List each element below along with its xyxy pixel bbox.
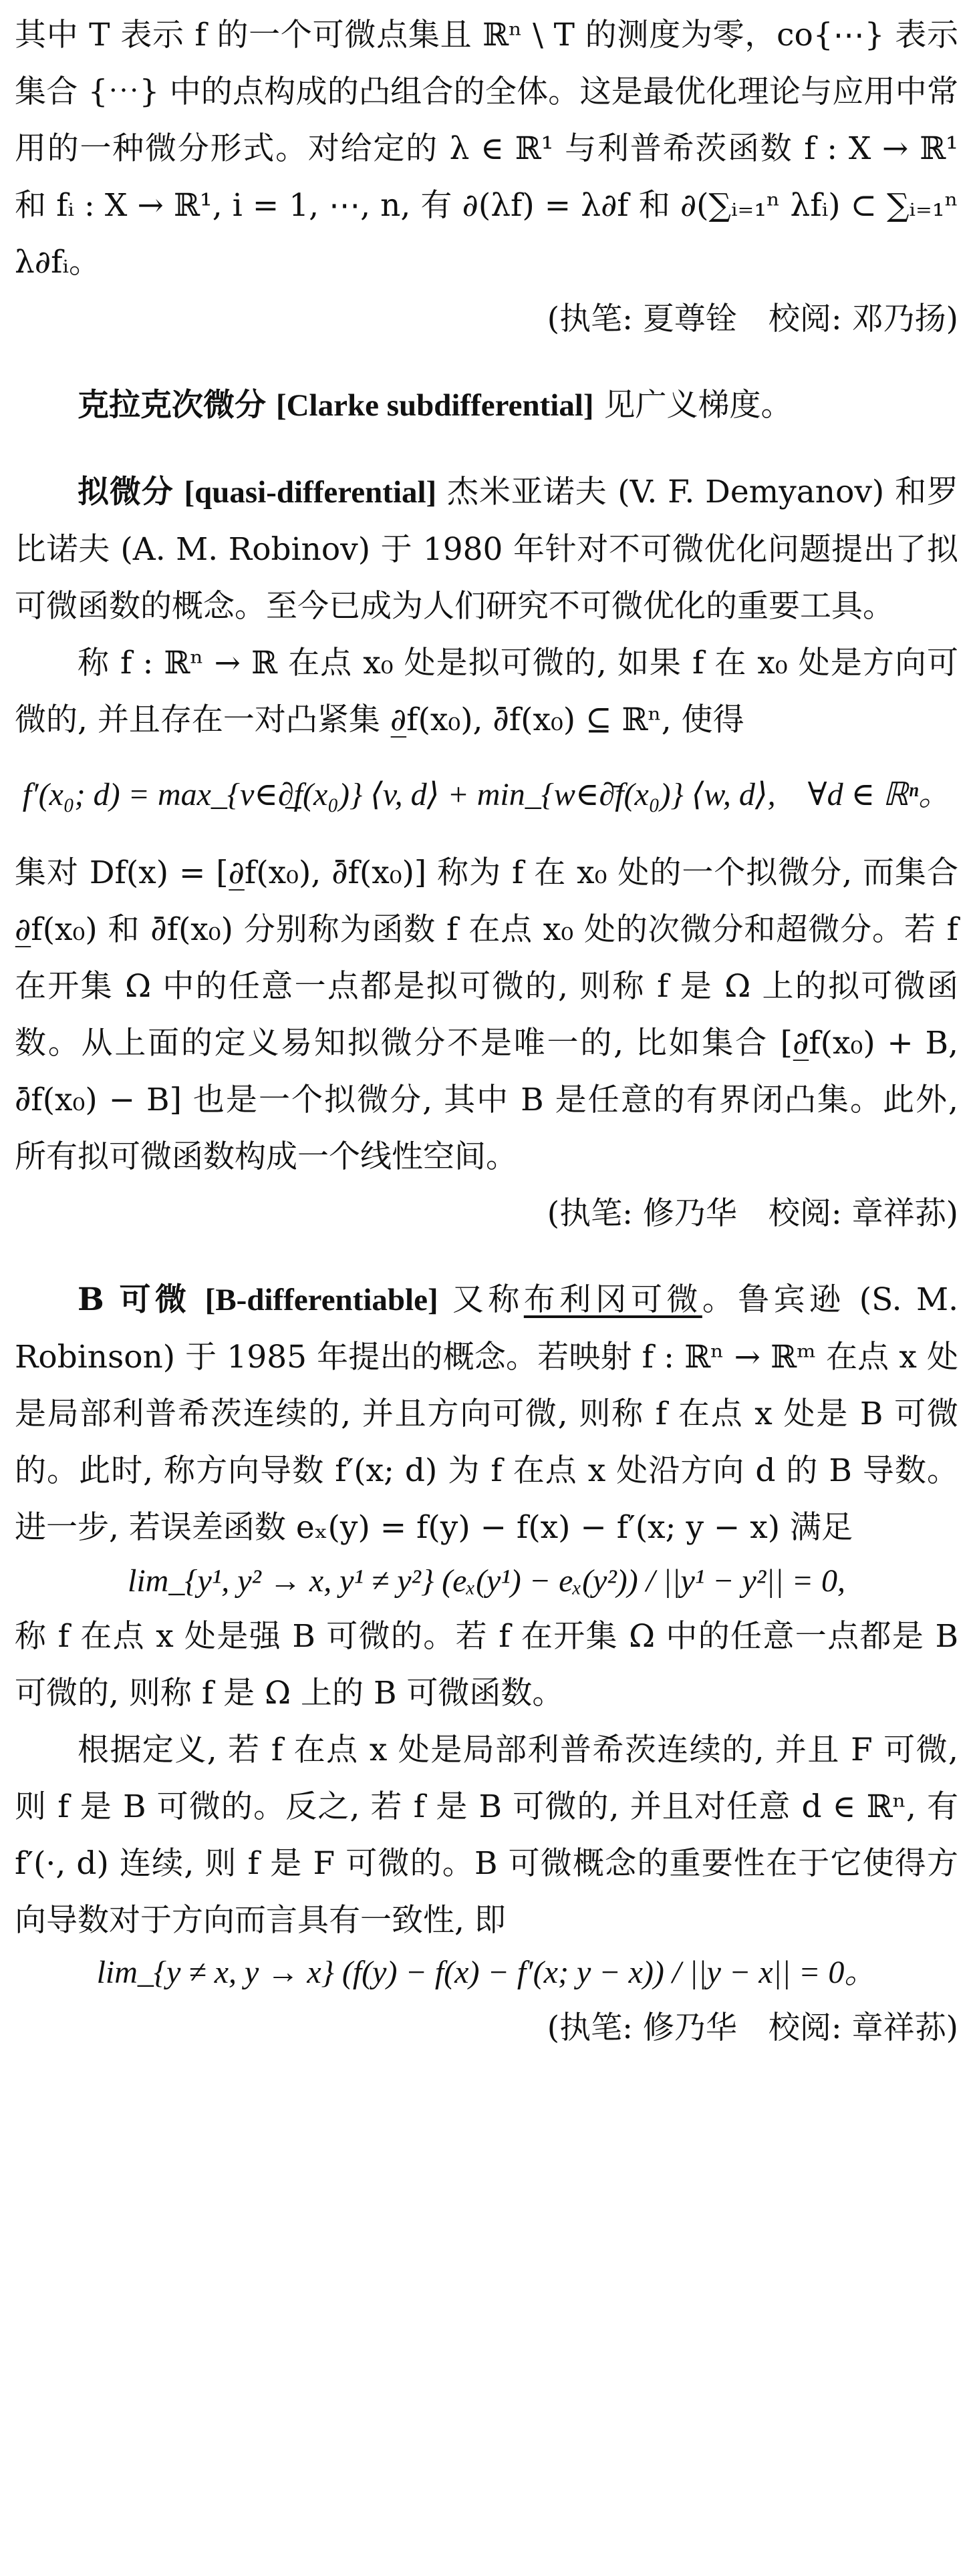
quasi-english: [quasi-differential] [184,475,437,510]
quasi-signature: (执笔: 修乃华 校阅: 章祥荪) [547,1195,958,1232]
quasi-paragraph-3: 集对 Df(x) = [∂̲f(x₀), ∂̄f(x₀)] 称为 f 在 x₀ 处的一个拟微分, 而集合 ∂̲f(x₀) 和 ∂̄f(x₀) 分别称为函数 f 在点 x₀ 处的次微分和超微分。若 f 在开集 Ω 中的任意一点都是拟可微的, 则称 f 是 Ω 上的拟可微函数。从上面的定义易知拟微分不是唯一的, 比如集合 [∂̲f(x₀) + B, ∂̄f(x₀) − B] 也是一个拟微分, 其中 B 是任意的有界闭凸集。此外, 所有拟可微函数构成一个线性空间。 [15,854,958,1175]
bdiff-text-a: 又称 [452,1281,524,1318]
intro-paragraph: 其中 T 表示 f 的一个可微点集且 ℝⁿ \ T 的测度为零，co{⋯} 表示集合 {⋯} 中的点构成的凸组合的全体。这是最优化理论与应用中常用的一种微分形式。对给定的 λ ∈ ℝ¹ 与利普希茨函数 f : X → ℝ¹ 和 fᵢ : X → ℝ¹, i = 1, ⋯, n, 有 ∂(λf) = λ∂f 和 ∂(∑ᵢ₌₁ⁿ λfᵢ) ⊂ ∑ᵢ₌₁ⁿ λ∂fᵢ。 [15,17,958,281]
bdiff-paragraph-2: 称 f 在点 x 处是强 B 可微的。若 f 在开集 Ω 中的任意一点都是 B 可微的, 则称 f 是 Ω 上的 B 可微函数。 [15,1618,958,1712]
bdiff-english: [B-differentiable] [204,1283,438,1317]
quasi-paragraph-1: 杰米亚诺夫 (V. F. Demyanov) 和罗比诺夫 (A. M. Robinov) 于 1980 年针对不可微优化问题提出了拟可微函数的概念。至今已成为人们研究不可微优化的重要工具。 [15,474,958,625]
clarke-english: [Clarke subdifferential] [275,388,594,423]
intro-signature: (执笔: 夏尊铨 校阅: 邓乃扬) [547,301,958,337]
bouligand-link[interactable]: 布利冈可微 [523,1281,702,1318]
bdiff-signature: (执笔: 修乃华 校阅: 章祥荪) [547,2009,958,2046]
quasi-term: 拟微分 [78,474,174,510]
clarke-text: 见广义梯度。 [603,387,793,424]
quasi-entry [15,464,958,635]
quasi-paragraph-2: 称 f : ℝⁿ → ℝ 在点 x₀ 处是拟可微的, 如果 f 在 x₀ 处是方向可微的, 并且存在一对凸紧集 ∂̲f(x₀), ∂̄f(x₀) ⊆ ℝⁿ, 使得 [15,645,958,738]
bdiff-term: B 可微 [78,1281,191,1318]
bdiff-formula-2: lim_{y ≠ x, y → x} (f(y) − f(x) − f′(x; y − x)) / ||y − x|| = 0。 [96,1955,877,1990]
bdiff-entry [15,1271,958,1556]
clarke-term: 克拉克次微分 [78,387,266,424]
bdiff-formula-1: lim_{y¹, y² → x, y¹ ≠ y²} (eₓ(y¹) − eₓ(y²)) / ||y¹ − y²|| = 0, [127,1563,846,1599]
clarke-entry [15,377,958,434]
quasi-formula: f′(x₀; d) = max_{v∈∂̲f(x₀)} ⟨v, d⟩ + min_{w∈∂̄f(x₀)} ⟨w, d⟩, ∀d ∈ ℝⁿ。 [22,777,951,812]
bdiff-text-b: 。鲁宾逊 (S. M. Robinson) 于 1985 年提出的概念。若映射 f : ℝⁿ → ℝᵐ 在点 x 处是局部利普希茨连续的, 并且方向可微, 则称 f 在点 x 处是 B 可微的。此时, 称方向导数 f′(x; d) 为 f 在点 x 处沿方向 d 的 B 导数。进一步, 若误差函数 eₓ(y) = f(y) − f(x) − f′(x; y − x) 满足 [15,1281,959,1546]
bdiff-paragraph-3: 根据定义, 若 f 在点 x 处是局部利普希茨连续的, 并且 F 可微, 则 f 是 B 可微的。反之, 若 f 是 B 可微的, 并且对任意 d ∈ ℝⁿ, 有 f′(·, d) 连续, 则 f 是 F 可微的。B 可微概念的重要性在于它使得方向导数对于方向而言具有一致性, 即 [15,1732,958,1939]
